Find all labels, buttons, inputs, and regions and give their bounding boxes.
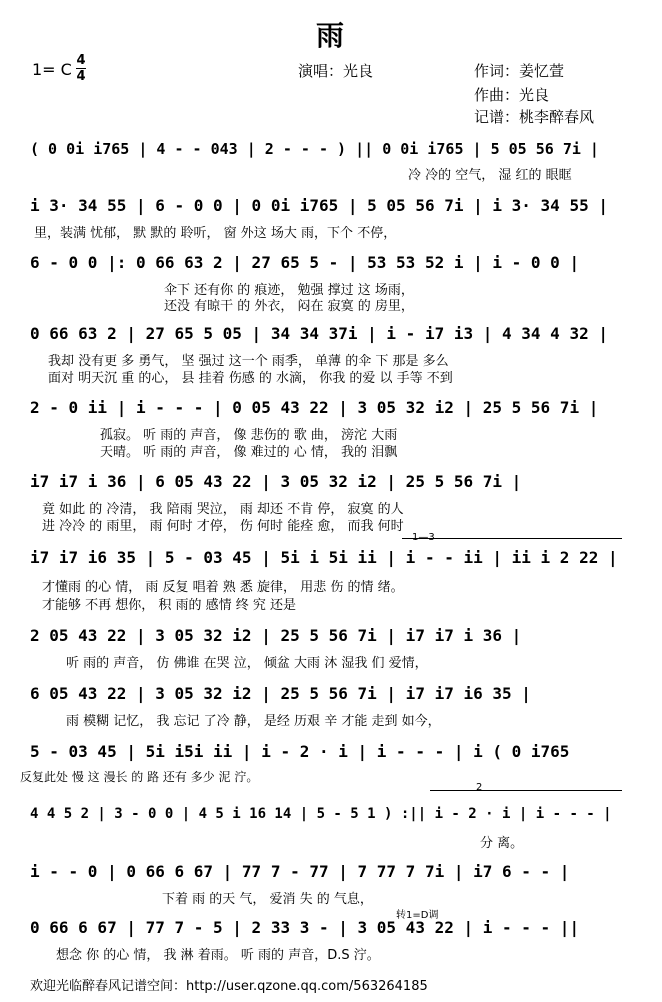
lyric-line: 里，装满 忧郁， 默 默的 聆听， 窗 外这 场大 雨，下个 不停， (34, 226, 397, 241)
time-signature (76, 54, 86, 83)
lyric-line: 雨 模糊 记忆， 我 忘记 了冷 静， 是经 历艰 辛 才能 走到 如今， (66, 714, 441, 729)
singer: 演唱：光良 (298, 62, 374, 80)
lyric-line: 孤寂。 听 雨的 声音， 像 悲伤的 歌 曲， 滂沱 大雨 (100, 428, 398, 443)
lyric-line: 我却 没有更 多 勇气， 坚 强过 这一个 雨季， 单薄 的伞 下 那是 多么 (48, 354, 449, 369)
score-row: 6 05 43 22 | 3 05 32 i2 | 25 5 56 7i | i7 i7 i6 35 | (30, 684, 531, 703)
composer: 作曲：光良 (474, 86, 550, 104)
volta-1-line (402, 538, 622, 539)
lyric-line: 还没 有晾干 的 外衣， 闷在 寂寞 的 房里， (164, 299, 414, 314)
score-row: 4 4 5 2 | 3 - 0 0 | 4 5 i 16 14 | 5 - 5 1 ) :|| i - 2 · i | i - - - | (30, 806, 612, 822)
lyric-line: 反复此处 慢 这 漫长 的 路 还有 多少 泥 泞。 (20, 770, 259, 784)
lyric-line: 听 雨的 声音， 仿 佛谁 在哭 泣， 倾盆 大雨 沐 湿我 们 爱情， (66, 656, 428, 671)
score-row: 2 05 43 22 | 3 05 32 i2 | 25 5 56 7i | i7 i7 i 36 | (30, 626, 522, 645)
lyricist: 作词：姜忆萱 (474, 62, 565, 80)
volta-2-line (430, 790, 622, 791)
score-row: i 3· 34 55 | 6 - 0 0 | 0 0i i765 | 5 05 56 7i | i 3· 34 55 | (30, 196, 608, 215)
volta-1-label: 1—3 (412, 532, 435, 543)
lyric-line: 才能够 不再 想你， 积 雨的 感情 终 究 还是 (42, 598, 297, 613)
volta-2-label: 2 (476, 782, 483, 793)
lyric-line: 下着 雨 的天 气， 爱消 失 的 气息， (162, 892, 373, 907)
lyric-line: 冷 冷的 空气， 湿 红的 眼眶 (408, 168, 572, 183)
score-row: 2 - 0 ii | i - - - | 0 05 43 22 | 3 05 32 i2 | 25 5 56 7i | (30, 398, 599, 417)
lyric-line: 进 冷冷 的 雨里， 雨 何时 才停， 伤 何时 能痊 愈， 而我 何时 (42, 519, 404, 534)
key-signature: 1= C (32, 60, 72, 79)
lyric-line: 竟 如此 的 冷清， 我 陪雨 哭泣， 雨 却还 不肯 停， 寂寞 的人 (42, 502, 404, 517)
footer-credit: 欢迎光临醉春风记谱空间：http://user.qzone.qq.com/563264185 (30, 979, 428, 994)
score-row: ( 0 0i i765 | 4 - - 043 | 2 - - - ) || 0 0i i765 | 5 05 56 7i | (30, 140, 599, 158)
lyric-line: 想念 你 的心 情， 我 淋 着雨。 听 雨的 声音，D.S 泞。 (56, 948, 380, 963)
score-row: i7 i7 i6 35 | 5 - 03 45 | 5i i 5i ii | i - - ii | ii i 2 22 | (30, 548, 618, 567)
score-row: 0 66 6 67 | 77 7 - 5 | 2 33 3 - | 3 05 43 22 | i - - - || (30, 918, 580, 937)
lyric-line: 分 离。 (480, 836, 524, 851)
lyric-line: 面对 明天沉 重 的心， 县 挂着 伤感 的 水滴， 你我 的爱 以 手等 不到 (48, 371, 453, 386)
lyric-line: 伞下 还有你 的 痕迹， 勉强 撑过 这 场雨， (164, 283, 414, 298)
score-row: 6 - 0 0 |: 0 66 63 2 | 27 65 5 - | 53 53 52 i | i - 0 0 | (30, 253, 580, 272)
modulation-note: 转1=D调 (396, 910, 439, 921)
lyric-line: 天晴。 听 雨的 声音， 像 难过的 心 情， 我的 泪飘 (100, 445, 398, 460)
score-row: i7 i7 i 36 | 6 05 43 22 | 3 05 32 i2 | 25 5 56 7i | (30, 472, 522, 491)
score-row: 5 - 03 45 | 5i i5i ii | i - 2 · i | i - - - | i ( 0 i765 (30, 742, 570, 761)
time-sig-top: 4 (76, 53, 86, 68)
transcriber: 记谱：桃李醉春风 (474, 108, 595, 126)
lyric-line: 才懂雨 的心 情， 雨 反复 唱着 熟 悉 旋律， 用悲 伤 的情 绪。 (42, 580, 404, 595)
time-sig-bottom: 4 (76, 69, 86, 84)
score-row: i - - 0 | 0 66 6 67 | 77 7 - 77 | 7 77 7 7i | i7 6 - - | (30, 862, 570, 881)
score-row: 0 66 63 2 | 27 65 5 05 | 34 34 37i | i - i7 i3 | 4 34 4 32 | (30, 324, 608, 343)
page-title: 雨 (315, 19, 346, 52)
